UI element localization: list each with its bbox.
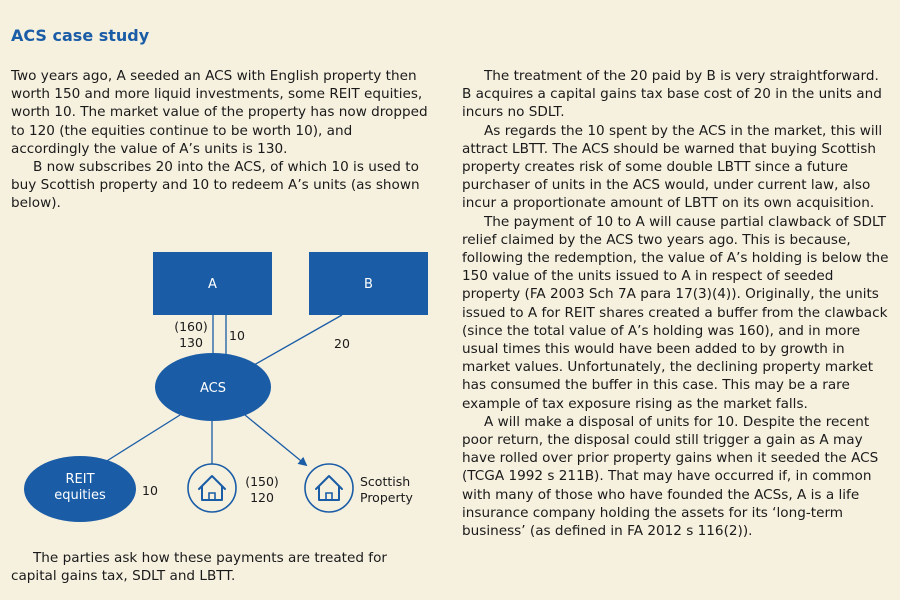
paragraph: The parties ask how these payments are treated for capital gains tax, SDLT and LBTT. — [11, 550, 387, 585]
a-value-old-label: (160) — [174, 319, 208, 334]
reit-link-line — [102, 415, 180, 464]
english-value-old-label: (150) — [245, 474, 279, 489]
paragraph: The treatment of the 20 paid by B is very straightforward. B acquires a capital gains tax base cost of 20 in the units and incurs no SDLT. — [462, 68, 882, 121]
house-door — [326, 493, 332, 500]
box-a-label: A — [208, 277, 217, 292]
left-column-footer — [11, 549, 431, 585]
left-column — [11, 67, 431, 213]
paragraph: The payment of 10 to A will cause partial clawback of SDLT relief claimed by the ACS two years ago. This is because, following the redemption, the value of A’s holding is below the 150 value of the units issued to A in respect of seeded property (FA 2003 Sch 7A para 17(3)(4)). Originally, the units issued to A for REIT shares created a buffer from the clawback (since the total value of A’s holding was 160), and in more usual times this would have been added to by growth in market values. Unfortunately, the declining property market has consumed the buffer in this case. This may be a rare example of tax exposure rising as the market falls. — [462, 213, 889, 412]
right-column — [462, 67, 892, 540]
a-flow-label: 10 — [229, 328, 245, 343]
paragraph: As regards the 10 spent by the ACS in the market, this will attract LBTT. The ACS should be warned that buying Scottish property creates risk of some double LBTT since a future purchaser of units in the ACS would, under current law, also incur a proportionate amount of LBTT on its own acquisition. — [462, 122, 883, 212]
house-icon — [199, 476, 225, 500]
scottish-label-line2: Property — [360, 490, 413, 505]
scottish-label-line1: Scottish — [360, 474, 411, 489]
house-icon — [316, 476, 342, 500]
house-door — [209, 493, 215, 500]
scottish-purchase-arrow — [245, 415, 306, 465]
paragraph: B now subscribes 20 into the ACS, of which 10 is used to buy Scottish property and 10 to redeem A’s units (as shown below). — [11, 159, 420, 212]
acs-structure-diagram — [0, 232, 460, 522]
scottish-property-circle — [305, 464, 353, 512]
reit-label-line2: equities — [54, 488, 106, 503]
box-b-label: B — [364, 277, 373, 292]
reit-value-label: 10 — [142, 483, 158, 498]
article-title: ACS case study — [11, 26, 150, 45]
paragraph: Two years ago, A seeded an ACS with English property then worth 150 and more liquid investments, some REIT equities, worth 10. The market value of the property has now dropped to 120 (the equities continue to be worth 10), and accordingly the value of A’s units is 130. — [11, 68, 428, 157]
acs-label: ACS — [200, 381, 226, 396]
english-value-new-label: 120 — [250, 490, 274, 505]
reit-label-line1: REIT — [65, 472, 95, 487]
paragraph: A will make a disposal of units for 10. Despite the recent poor return, the disposal could still trigger a gain as A may have rolled over prior property gains when it seeded the ACS (TCGA 1992 s 211B). That may have occurred if, in common with many of those who have founded the ACSs, A is a life insurance company holding the assets for its ‘long-term business’ (as defined in FA 2012 s 116(2)). — [462, 413, 879, 540]
a-value-new-label: 130 — [179, 335, 203, 350]
english-property-circle — [188, 464, 236, 512]
b-flow-label: 20 — [334, 336, 350, 351]
